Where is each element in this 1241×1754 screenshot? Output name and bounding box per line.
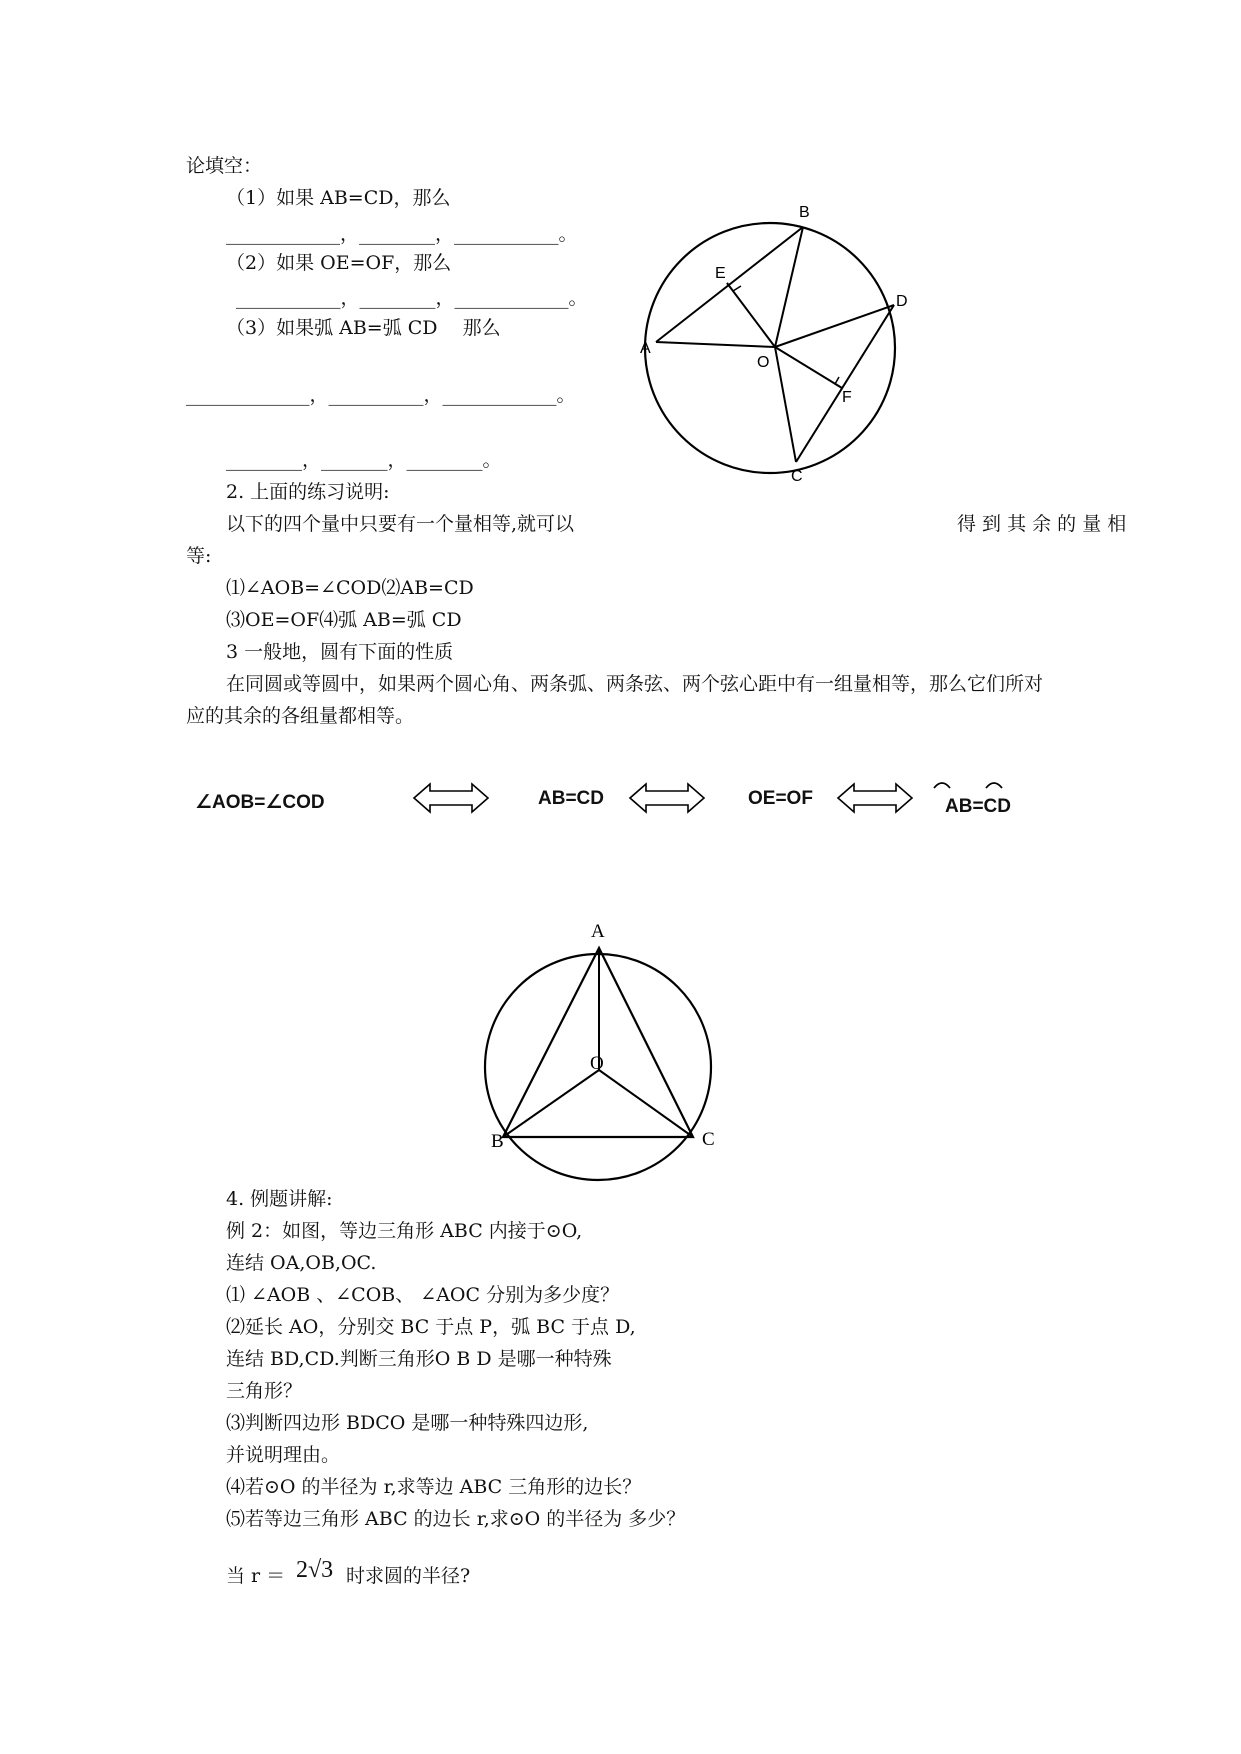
- double-arrow-3: [836, 782, 914, 814]
- example-line-6: ⑶判断四边形 BDCO 是哪一种特殊四边形,: [226, 1412, 589, 1434]
- arc-marks: [930, 776, 1010, 792]
- question-1-label: （1）如果 AB=CD，那么: [226, 187, 451, 209]
- double-arrow-2: [628, 782, 706, 814]
- section-3-title: 3 一般地，圆有下面的性质: [226, 641, 454, 663]
- radius-oc-2: [599, 1070, 693, 1137]
- circle-chords-figure: [640, 205, 910, 490]
- double-arrow-1: [412, 782, 490, 814]
- example-line-5: 三角形？: [226, 1380, 303, 1402]
- chord-cd: [796, 305, 894, 462]
- example-line-4: 连结 BD,CD.判断三角形O B D 是哪一种特殊: [226, 1348, 612, 1370]
- section-2-line-1a: 以下的四个量中只要有一个量相等,就可以: [226, 513, 575, 535]
- example-last-a: 当 r ＝: [226, 1565, 286, 1587]
- equiv-distance: OE=OF: [748, 788, 813, 809]
- inscribed-triangle-figure: [470, 915, 730, 1190]
- example-line-7: 并说明理由。: [226, 1444, 341, 1466]
- sqrt-expression: 2√3: [296, 1557, 334, 1583]
- example-line-3: ⑵延长 AO，分别交 BC 于点 P，弧 BC 于点 D,: [226, 1316, 636, 1338]
- question-1-blank: ____________，________，___________。: [226, 223, 578, 245]
- label-o-2: O: [590, 1053, 604, 1074]
- example-line-2: ⑴ ∠AOB 、∠COB、 ∠AOC 分别为多少度？: [226, 1284, 620, 1306]
- section-2-line-2: 等:: [186, 545, 212, 567]
- section-2-line-1b: 得 到 其 余 的 量 相: [957, 513, 1127, 535]
- label-d: D: [896, 293, 908, 310]
- section-3-line-2: 应的其余的各组量都相等。: [186, 705, 415, 727]
- label-e: E: [715, 265, 726, 282]
- equiv-chord: AB=CD: [538, 788, 604, 809]
- example-line-8: ⑷若⊙O 的半径为 r,求等边 ABC 三角形的边长？: [226, 1476, 642, 1498]
- section-3-line-1: 在同圆或等圆中，如果两个圆心角、两条弧、两条弦、两个弦心距中有一组量相等，那么它们所对: [226, 673, 1044, 695]
- radius-ob-2: [503, 1070, 599, 1137]
- circle-outline: [645, 223, 895, 473]
- section-2-item-2: ⑶OE=OF⑷弧 AB=弧 CD: [226, 609, 462, 631]
- example-line-1: 连结 OA,OB,OC.: [226, 1252, 377, 1274]
- segment-oe: [727, 283, 775, 347]
- label-c: C: [791, 468, 803, 485]
- question-3-label: （3）如果弧 AB=弧 CD 那么: [226, 317, 501, 339]
- question-3-blank-2: ________，_______，________。: [226, 449, 502, 471]
- question-2-blank: ___________，________，____________。: [236, 287, 588, 309]
- label-f: F: [842, 389, 852, 406]
- question-2-label: （2）如果 OE=OF，那么: [226, 252, 452, 274]
- section-2-item-1: ⑴∠AOB=∠COD⑵AB=CD: [226, 577, 474, 599]
- label-c-2: C: [702, 1129, 715, 1150]
- intro-text: 论填空：: [186, 155, 263, 177]
- segment-of: [775, 347, 842, 388]
- example-2: 例 2：如图，等边三角形 ABC 内接于⊙O,: [226, 1220, 583, 1242]
- label-o: O: [757, 354, 770, 371]
- section-4-title: 4. 例题讲解:: [226, 1188, 333, 1210]
- label-b-2: B: [491, 1131, 504, 1152]
- question-3-blank: _____________，__________，____________。: [186, 384, 576, 406]
- label-a-2: A: [591, 921, 605, 942]
- label-a: A: [640, 340, 651, 357]
- section-2-title: 2. 上面的练习说明:: [226, 481, 390, 503]
- equiv-arc: AB=CD: [945, 796, 1011, 817]
- radius-oc: [775, 347, 796, 462]
- radius-oa: [656, 342, 775, 347]
- radius-od: [775, 305, 894, 347]
- label-b: B: [799, 204, 810, 221]
- example-line-9: ⑸若等边三角形 ABC 的边长 r,求⊙O 的半径为 多少？: [226, 1508, 686, 1530]
- equiv-angle: ∠AOB=∠COD: [195, 792, 325, 813]
- example-last-c: 时求圆的半径?: [346, 1565, 471, 1587]
